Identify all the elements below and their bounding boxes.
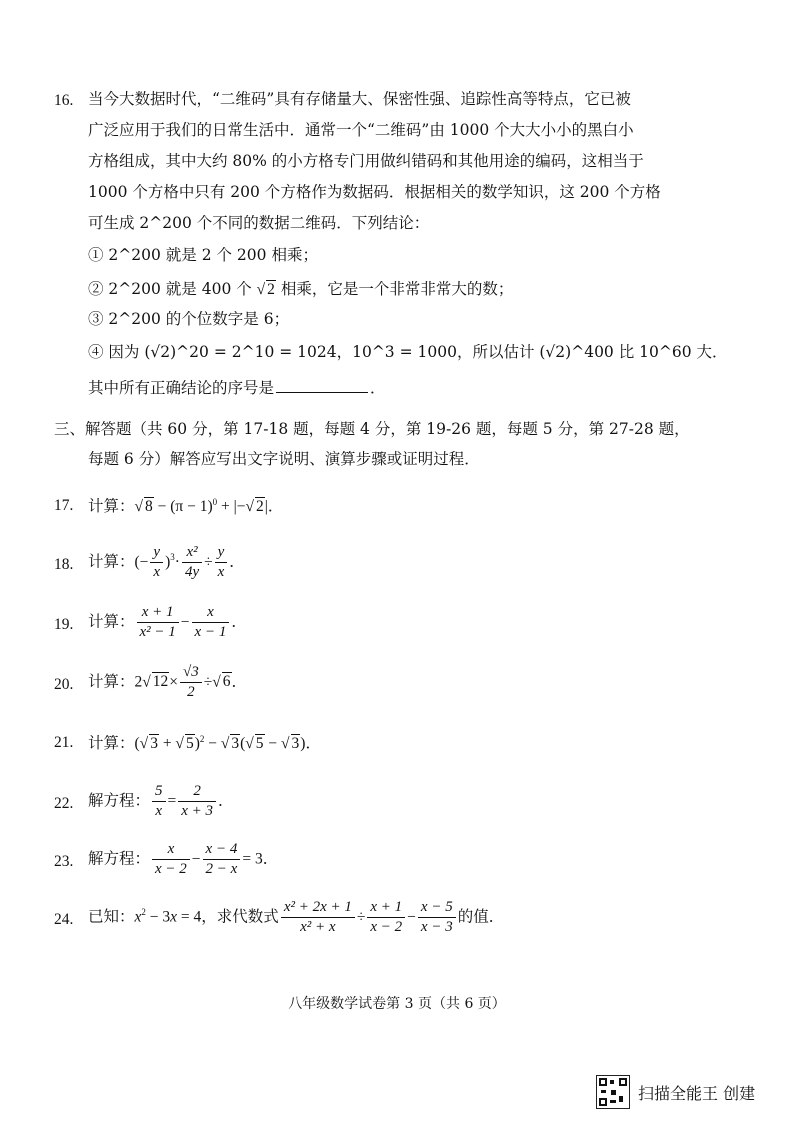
scanner-watermark — [596, 1075, 755, 1109]
q24-number: 24. — [54, 911, 74, 928]
q16-number: 16. — [54, 92, 74, 109]
answer-blank[interactable] — [276, 380, 368, 393]
q16-item-1: ① 2^200 就是 2 个 200 相乘； — [88, 246, 318, 264]
q17-label: 计算： — [88, 498, 135, 515]
q18-number: 18. — [54, 556, 74, 573]
q22-label: 解方程： — [88, 792, 151, 810]
q16-line-5: 可生成 2^200 个不同的数据二维码．下列结论： — [88, 214, 430, 232]
q16-item-3: ③ 2^200 的个位数字是 6； — [88, 310, 290, 328]
section3-heading-1: 三、解答题（共 60 分，第 17-18 题，每题 4 分，第 19-26 题，每题 5 分，第 27-28 题， — [54, 420, 690, 438]
q24-end: 的值． — [457, 908, 505, 926]
q20-label: 计算： — [88, 673, 135, 691]
q16-item-2: ② 2^200 就是 400 个 √ 2 相乘，它是一个非常非常大的数； — [88, 280, 514, 298]
q16-item-2-end: 相乘，它是一个非常非常大的数； — [275, 280, 514, 298]
q20-expression: 计算：2√ 12× $\frac{√3}{2}$ ÷√ 6． — [88, 664, 248, 701]
q16-line-1: 当今大数据时代，“二维码”具有存储量大、保密性强、追踪性高等特点，它已被 — [88, 90, 631, 108]
q19-number: 19. — [54, 616, 74, 633]
q23-number: 23. — [54, 853, 74, 870]
q16-item-2-start: ② 2^200 就是 400 个 — [88, 280, 257, 298]
q22-number: 22. — [54, 795, 74, 812]
scanner-label: 扫描全能王 创建 — [638, 1083, 756, 1103]
q21-label: 计算： — [88, 735, 135, 752]
q17-number: 17. — [54, 497, 74, 514]
q24-mid: ，求代数式 — [201, 908, 279, 926]
q16-ask-end: ． — [370, 379, 386, 397]
q17-expression: 计算：√ $8 - (\pi - 1)^0$ + |−√ 2|． — [88, 496, 284, 515]
q16-line-2: 广泛应用于我们的日常生活中．通常一个“二维码”由 1000 个大大小小的黑白小 — [88, 121, 634, 139]
q16-ask-text: 其中所有正确结论的序号是 — [88, 379, 275, 397]
q21-expression: 计算：(√ 3 + √ 5)$^2$ − √ 3(√ 5 − √ 3)． — [88, 733, 321, 752]
q19-expression: 计算： $\frac{x + 1}{\text{x² − 1}}$ − $\frac{x}{x - 1}$ ． — [88, 604, 247, 641]
q16-line-4: 1000 个方格中只有 200 个方格作为数据码．根据相关的数学知识，这 200 个方格 — [88, 183, 661, 201]
q19-label: 计算： — [88, 613, 135, 631]
q16-ask — [88, 380, 386, 397]
q24-label: 已知： — [88, 908, 135, 926]
q24-expression: 已知：$x^2 - 3x = 4$，求代数式 $\frac{\text{x² + 2x + 1}}{\text{x² + x}}$ ÷ $\frac{x + 1}{x - 2}$ − $\frac{x - 5}{x - 3}$ 的值． — [88, 899, 505, 936]
q18-label: 计算： — [88, 553, 135, 571]
qr-code-icon — [596, 1075, 630, 1109]
q23-expression: 解方程： $\frac{x}{x - 2}$ − $\frac{x - 4}{2 - x}$ = 3． — [88, 841, 279, 878]
q22-expression: 解方程： $\frac{5}{x}$ = $\frac{2}{x + 3}$ ． — [88, 783, 234, 820]
q21-number: 21. — [54, 734, 74, 751]
q18-expression: 计算：(− $\frac{y}{x}$ )$^3$· $\frac{\text{x²}}{4y}$ ÷ $\frac{y}{x}$ ． — [88, 544, 245, 581]
q16-item-4: ④ 因为 (√2)^20 = 2^10 = 1024，10^3 = 1000，所以估计 (√2)^400 比 10^60 大． — [88, 343, 728, 361]
q23-label: 解方程： — [88, 850, 151, 868]
q16-line-3: 方格组成，其中大约 80% 的小方格专门用做纠错码和其他用途的编码，这相当于 — [88, 152, 644, 170]
section3-heading-2: 每题 6 分）解答应写出文字说明、演算步骤或证明过程． — [88, 450, 480, 468]
page-footer: 八年级数学试卷第 3 页（共 6 页） — [288, 996, 506, 1012]
q20-number: 20. — [54, 676, 74, 693]
